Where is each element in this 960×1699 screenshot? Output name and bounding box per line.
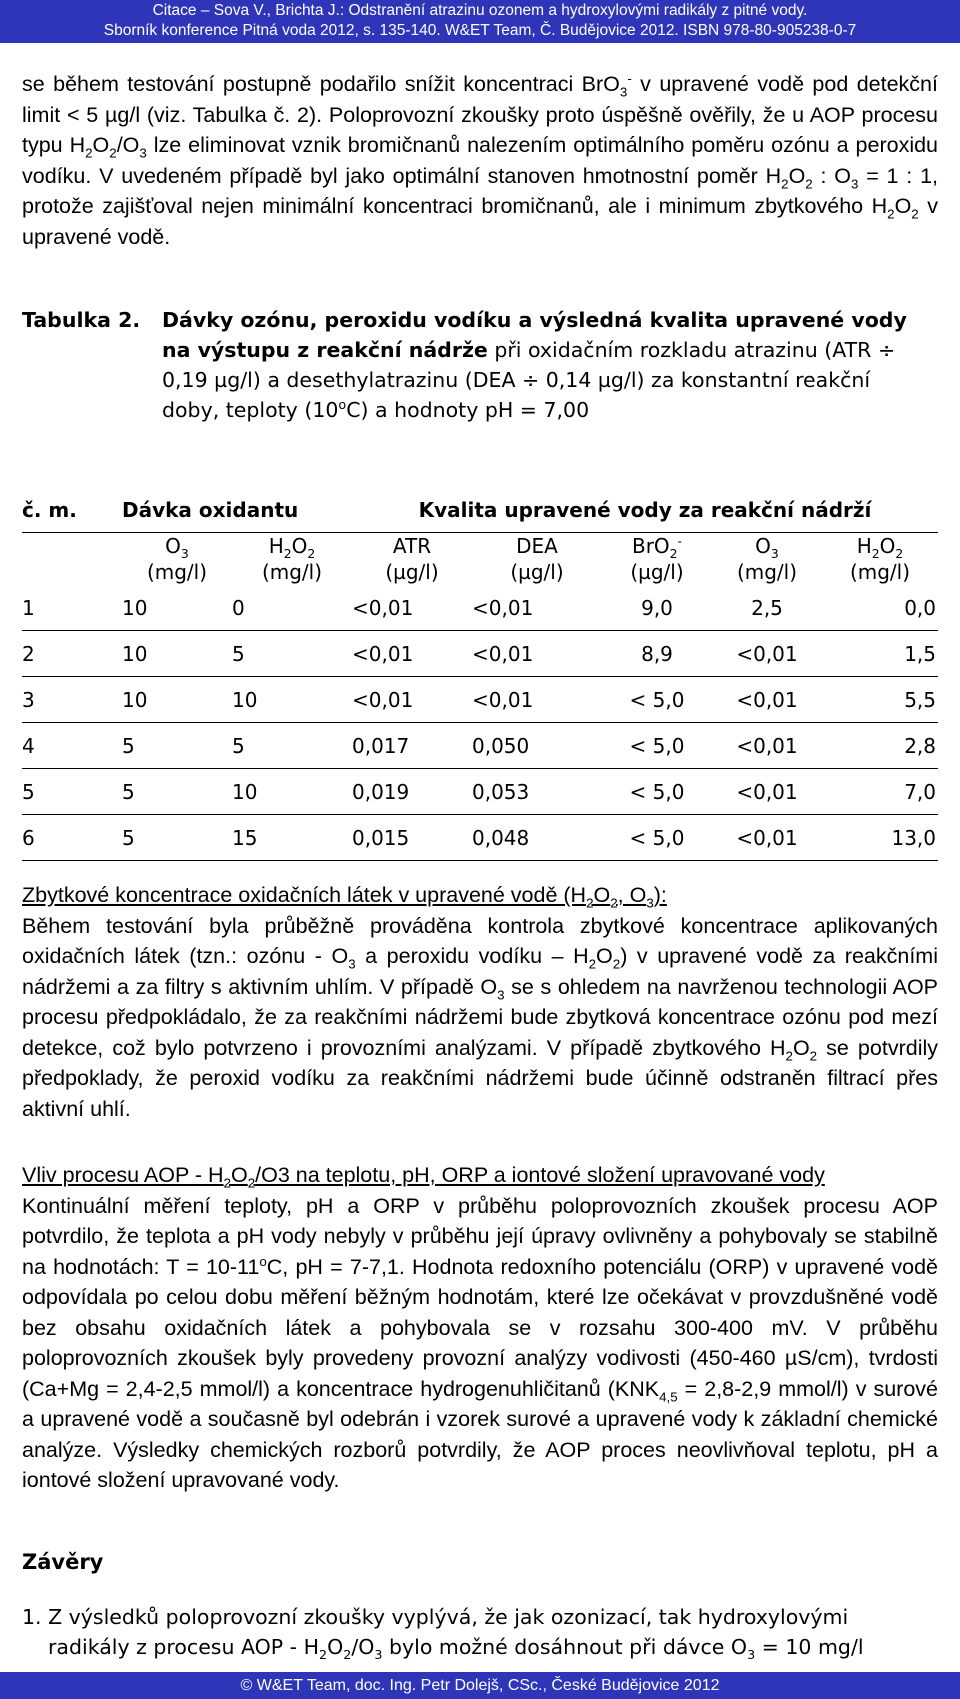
- subheader-atr: ATR (µg/l): [385, 534, 439, 584]
- results-table: [22, 487, 938, 861]
- table-header-row: [22, 487, 938, 533]
- subheader-o3-residual: $O_3$ (mg/l): [736, 534, 798, 584]
- residual-oxidants-heading: Zbytkové koncentrace oxidačních látek v upravené vodě ($H_2O_2$, $O_3$):: [22, 883, 667, 911]
- header-water-quality: Kvalita upravené vody za reakční nádrží: [352, 487, 938, 533]
- table-caption: [22, 305, 938, 422]
- aop-influence-paragraph: Kontinuální měření teploty, pH a ORP v průběhu poloprovozních zkoušek procesu AOP potvrdilo, že teplota a pH vody nebyly v průběhu její úpravy ovlivněny a pohybovaly se stabilně na hodnotách: $T = 10-11^oC$, pH = 7-7,1. Hodnota redoxního potenciálu (ORP) v upravené vodě odpovídala po celou dobu měření běžným hodnotám, které lze očekávat v provzdušněné vodě bez obsahu oxidačních látek a pohybovala se v rozsahu 300-400 mV. V průběhu poloprovozních zkoušek byly provedeny provozní analýzy vodivosti (450-460 µS/cm), tvrdosti (Ca+Mg = 2,4-2,5 mmol/l) a koncentrace hydrogenuhličitanů ($KNK_{4,5} = 2,8-2,9$ mmol/l) v surové a upravené vodě a současně byl odebrán i vzorek surové a upravené vody k základní chemické analýze. Výsledky chemických rozborů potvrdily, že AOP proces neovlivňoval teplotu, pH a iontové složení upravované vody.: [22, 1193, 938, 1492]
- aop-influence-section: [22, 1160, 938, 1496]
- table-row: 4 5 5 0,017 0,050 < 5,0 <0,01 2,8: [22, 723, 938, 769]
- subheader-h2o2-residual: $H_2O_2$ (mg/l): [849, 534, 911, 584]
- citation-line-1: Citace – Sova V., Brichta J.: Odstranění atrazinu ozonem a hydroxylovými radikály z pitné vody.: [152, 2, 808, 19]
- citation-header: [0, 0, 960, 43]
- subheader-o3: $O_3$ (mg/l): [146, 534, 208, 584]
- citation-line-2: Sborník konference Pitná voda 2012, s. 135-140. W&ET Team, Č. Budějovice 2012. ISBN 978-80-905238-0-7: [103, 22, 857, 39]
- subheader-dea: DEA (µg/l): [510, 534, 564, 584]
- aop-influence-heading: Vliv procesu AOP - $H_2O_2/O3$ na teplotu, pH, ORP a iontové složení upravované vody: [22, 1163, 825, 1191]
- intro-paragraph: se během testování postupně podařilo snížit koncentraci BrO$_3$- v upravené vodě pod detekční limit < 5 µg/l (viz. Tabulka č. 2). Poloprovozní zkoušky proto úspěšně ověřily, že u AOP procesu typu $H_2O_2/O_3$ lze eliminovat vznik bromičnanů nalezením optimálního poměru ozónu a peroxidu vodíku. V uvedeném případě byl jako optimální stanoven hmotnostní poměr $H_2O_2$ : $O_3 = 1$ : 1, protože zajišťoval nejen minimální koncentraci bromičnanů, ale i minimum zbytkového $H_2O_2$ v upravené vodě.: [22, 70, 939, 249]
- conclusions-heading: Závěry: [22, 1550, 104, 1574]
- residual-oxidants-section: [22, 880, 938, 1124]
- table-subheader-row: [22, 533, 938, 586]
- table-row: 1 10 0 <0,01 <0,01 9,0 2,5 0,0: [22, 585, 938, 631]
- divide-symbol: ÷: [877, 338, 896, 362]
- table-row: 6 5 15 0,015 0,048 < 5,0 <0,01 13,0: [22, 815, 938, 861]
- subheader-h2o2: $H_2O_2$ (mg/l): [261, 534, 323, 584]
- conclusions-list: [22, 1602, 938, 1662]
- table-caption-label: Tabulka 2.: [22, 308, 141, 332]
- table-caption-body: Dávky ozónu, peroxidu vodíku a výsledná kvalita upravené vody na výstupu z reakční nádrže při oxidačním rozkladu atrazinu (ATR ÷ 0,19 µg/l) a desethylatrazinu (DEA ÷ 0,14 µg/l) za konstantní reakční doby, teploty (10$^o$C) a hodnoty pH = 7,00: [162, 308, 907, 422]
- divide-symbol: ÷: [522, 368, 540, 392]
- page-footer: © W&ET Team, doc. Ing. Petr Dolejš, CSc., České Budějovice 2012: [0, 1672, 960, 1699]
- list-item: 1. Z výsledků poloprovozní zkoušky vyplývá, že jak ozonizací, tak hydroxylovými radikály z procesu AOP - $H_2O_2/O_3$ bylo možné dosáhnout při dávce $O_3 = 10$ mg/l: [22, 1605, 864, 1663]
- header-sample-number: č. m.: [22, 487, 122, 533]
- table-row: 5 5 10 0,019 0,053 < 5,0 <0,01 7,0: [22, 769, 938, 815]
- residual-oxidants-paragraph: Během testování byla průběžně prováděna kontrola zbytkové koncentrace aplikovaných oxidačních látek (tzn.: ozónu - $O_3$ a peroxidu vodíku – $H_2O_2$) v upravené vodě za reakčními nádržemi a za filtry s aktivním uhlím. V případě $O_3$ se s ohledem na navrženou technologii AOP procesu předpokládalo, že za reakčními nádržemi bude zbytková koncentrace ozónu pod mezí detekce, což bylo potvrzeno i provozními analýzami. V případě zbytkového $H_2O_2$ se potvrdily předpoklady, že peroxid vodíku za reakčními nádržemi bude účinně odstraněn filtrací přes aktivní uhlí.: [22, 913, 939, 1121]
- subheader-bro2: BrO$_2$- (µg/l): [630, 533, 684, 584]
- header-oxidant-dose: Dávka oxidantu: [122, 487, 352, 533]
- table-row: 2 10 5 <0,01 <0,01 8,9 <0,01 1,5: [22, 631, 938, 677]
- table-row: 3 10 10 <0,01 <0,01 < 5,0 <0,01 5,5: [22, 677, 938, 723]
